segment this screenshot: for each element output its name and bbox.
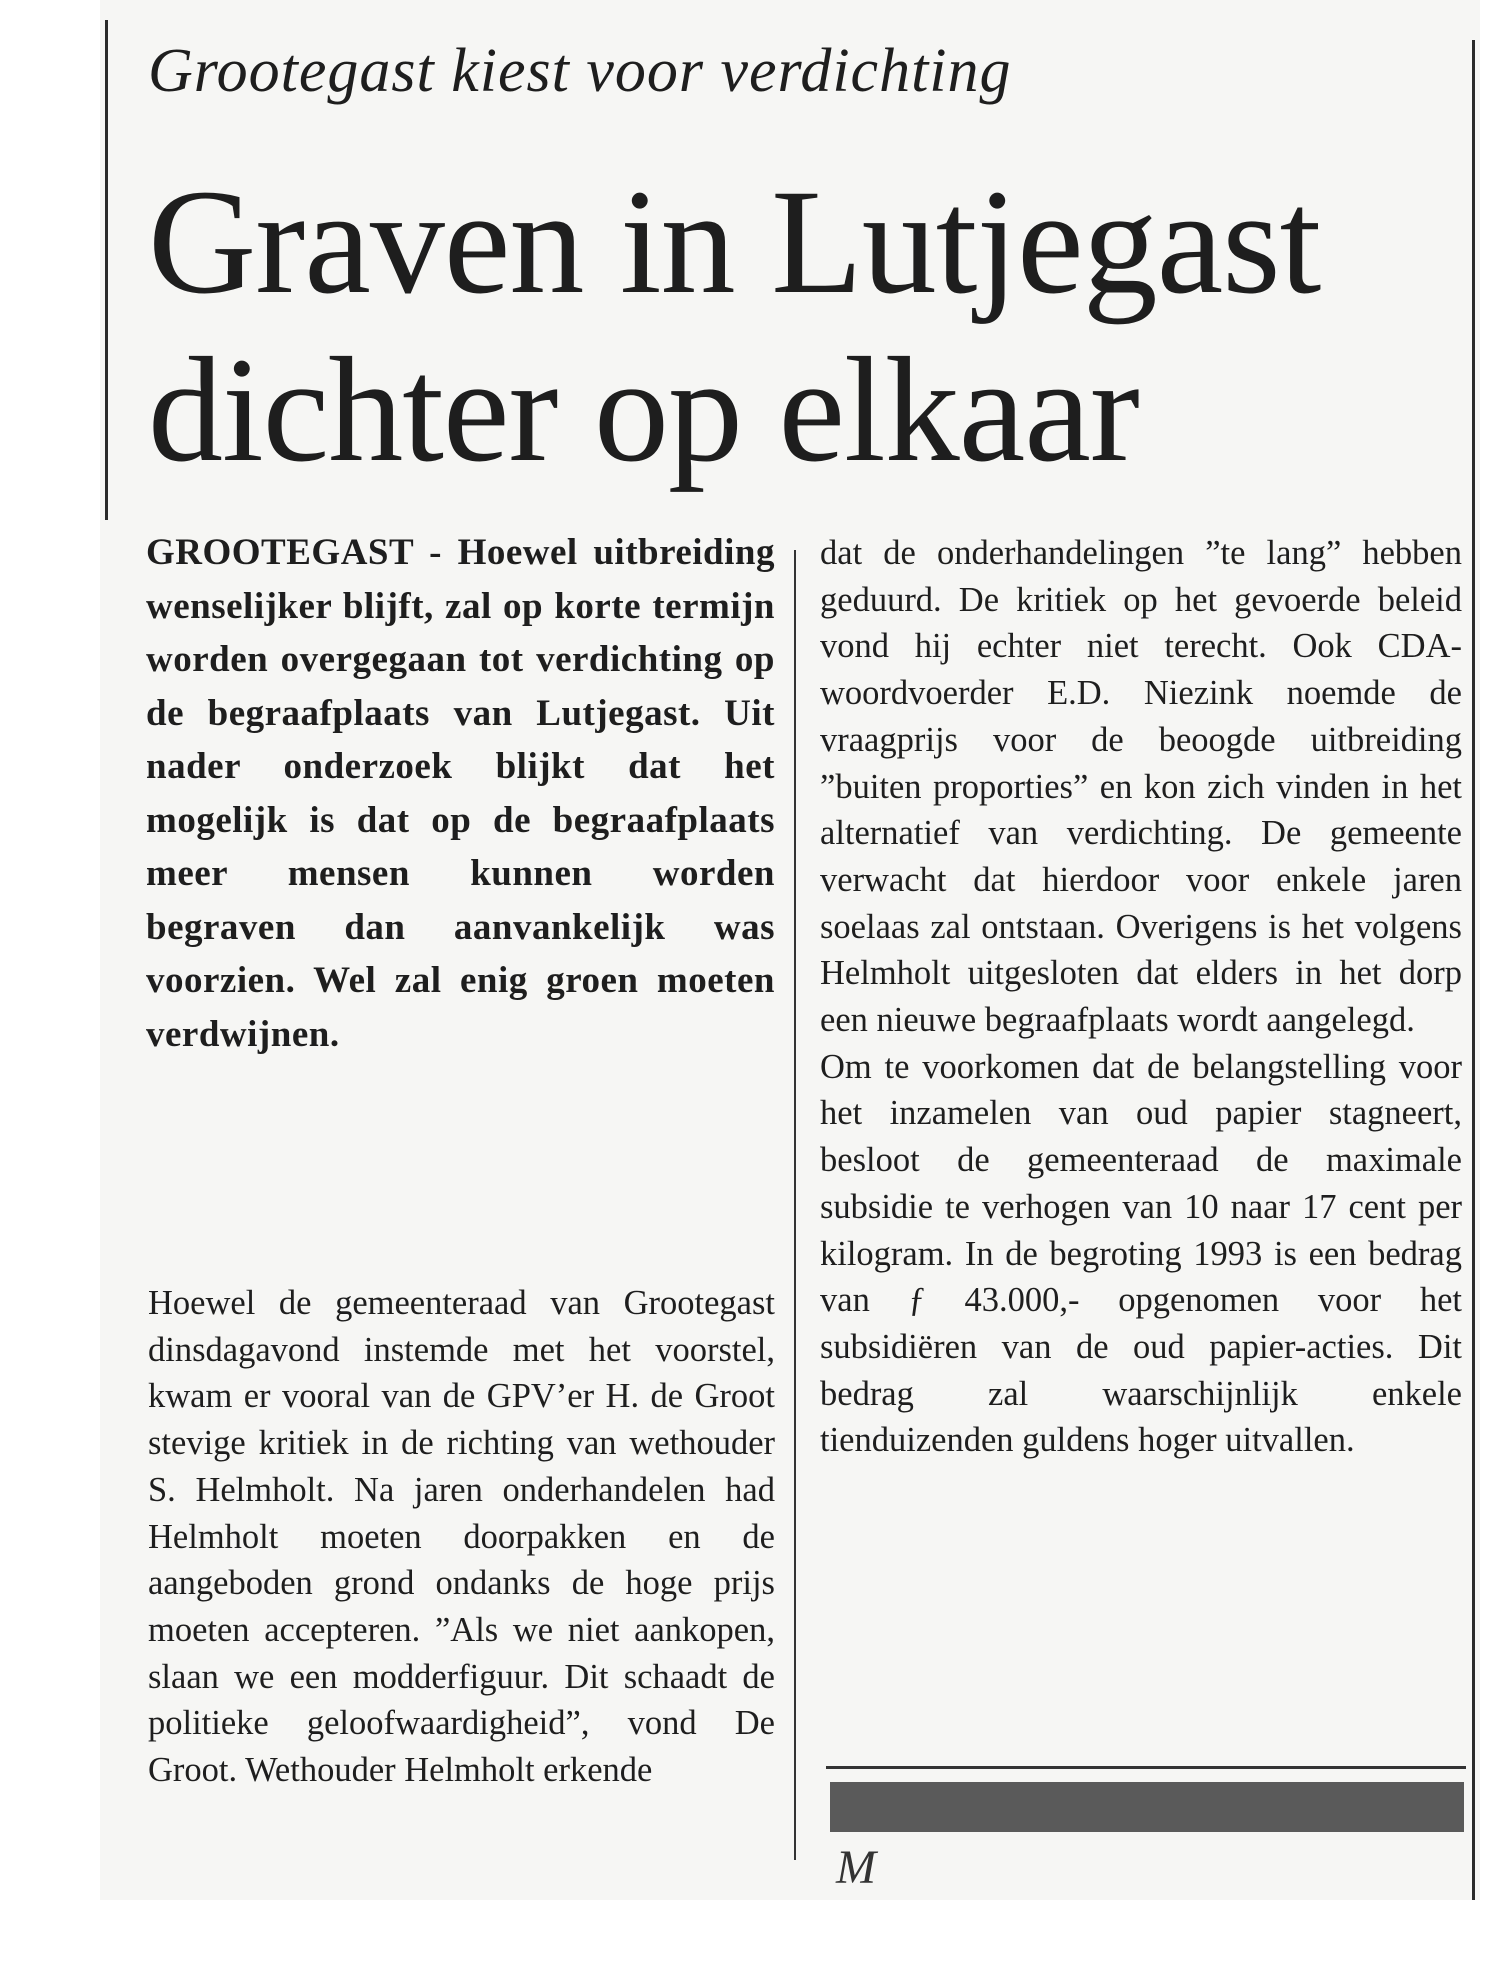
body-right-paragraph-1: dat de onderhandelingen ”te lang” hebben geduurd. De kritiek op het gevoerde beleid vond hij echter niet terecht. Ook CDA-woordvoerder E.D. Niezink noemde de vraagprijs voor de beoogde uitbreiding ”buiten proporties” en kon zich vinden in het alternatief van verdichting. De gemeente verwacht dat hierdoor voor enkele jaren soelaas zal ontstaan. Overigens is het volgens Helmholt uitgesloten dat elders in het dorp een nieuwe begraafplaats wordt aangelegd. <box>820 534 1462 1040</box>
column-rule-right <box>1472 40 1475 1900</box>
next-article-rule <box>826 1766 1466 1769</box>
body-left-text: Hoewel de gemeenteraad van Grootegast dinsdagavond instemde met het voorstel, kwam er vooral van de GPV’er H. de Groot stevige kritiek in de richting van wethouder S. Helmholt. Na jaren onderhandelen had Helmholt moeten doorpakken en de aangeboden grond ondanks de hoge prijs moeten accepteren. ”Als we niet aankopen, slaan we een modderfiguur. Dit schaadt de politieke geloofwaardigheid”, vond De Groot. Wethouder Helmholt erkende <box>148 1284 775 1790</box>
body-column-left <box>148 1280 775 1794</box>
column-rule-left <box>105 20 108 520</box>
kicker: Grootegast kiest voor verdichting <box>148 37 1012 105</box>
headline: Graven in Lutjegast dichter op elkaar <box>148 159 1321 493</box>
lead-text: GROOTEGAST - Hoewel uitbreiding wenselijker blijft, zal op korte termijn worden overgegaan tot verdichting op de begraafplaats van Lutjegast. Uit nader onderzoek blijkt dat het mogelijk is dat op de begraafplaats meer mensen kunnen worden begraven dan aanvankelijk was voorzien. Wel zal enig groen moeten verdwijnen. <box>146 532 775 1055</box>
body-column-right <box>820 530 1462 1464</box>
lead-paragraph <box>146 526 775 1061</box>
column-divider <box>794 550 796 1860</box>
next-article-bar <box>830 1782 1464 1832</box>
body-right-paragraph-2: Om te voorkomen dat de belangstelling voor het inzamelen van oud papier stagneert, besloot de gemeenteraad de maximale subsidie te verhogen van 10 naar 17 cent per kilogram. In de begroting 1993 is een bedrag van ƒ 43.000,- opgenomen voor het subsidiëren van de oud papier-acties. Dit bedrag zal waarschijnlijk enkele tienduizenden guldens hoger uitvallen. <box>820 1047 1462 1460</box>
next-article-fragment: M <box>836 1841 876 1894</box>
